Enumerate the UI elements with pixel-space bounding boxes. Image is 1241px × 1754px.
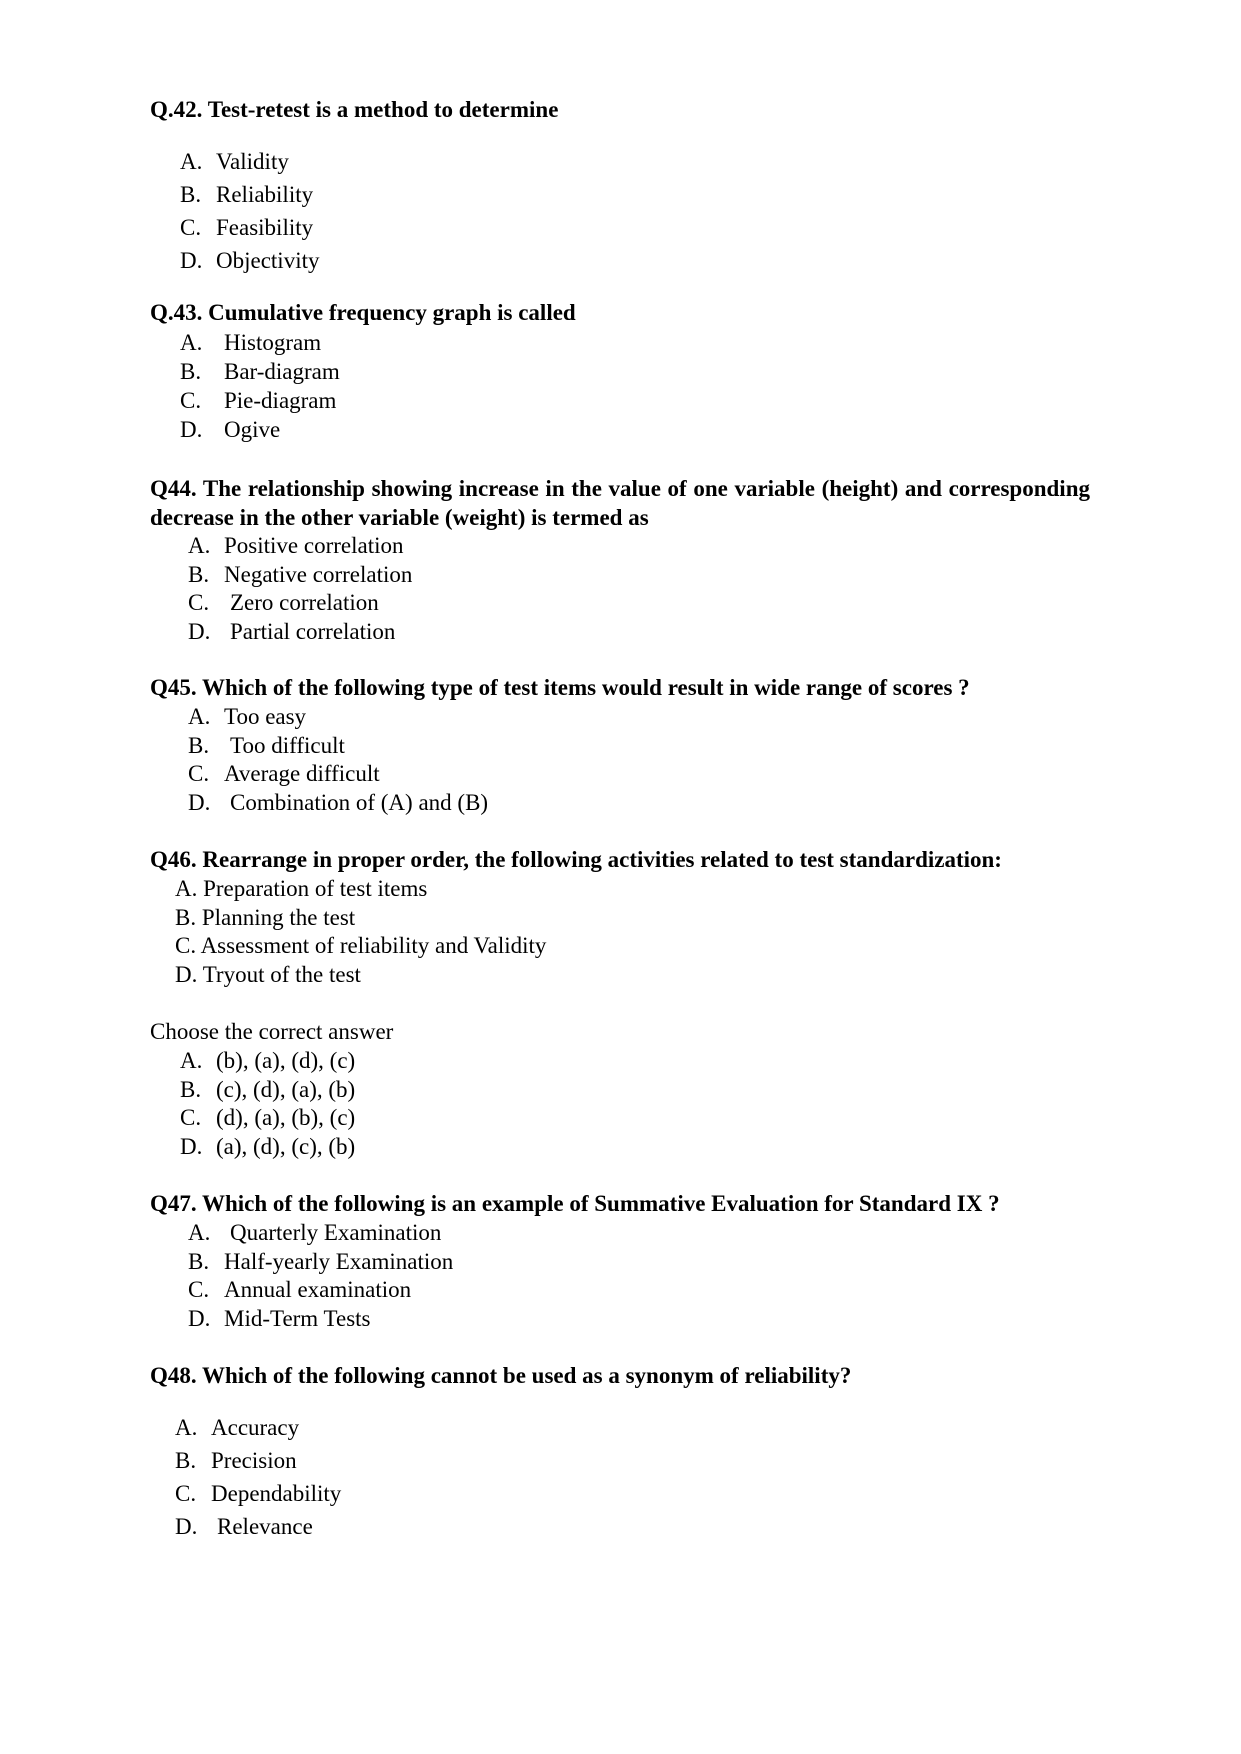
option-text: Reliability: [216, 182, 314, 207]
option-text: Ogive: [224, 417, 281, 442]
option-text: Objectivity: [216, 248, 320, 273]
option-letter: C.: [188, 761, 210, 787]
question-48: Q48. Which of the following cannot be used as a synonym of reliability?: [150, 1363, 852, 1388]
option-letter: B.: [188, 561, 210, 587]
option-letter: A.: [188, 533, 211, 558]
option-letter: A.: [188, 704, 211, 729]
option-text: Too easy: [224, 704, 307, 729]
option-text: Annual examination: [224, 1277, 412, 1303]
option-letter: D.: [180, 1134, 203, 1160]
choose-answer-prompt: Choose the correct answer: [150, 1019, 394, 1044]
option-letter: B.: [175, 1448, 197, 1473]
option-letter: B.: [188, 1248, 210, 1274]
option-text: (d), (a), (b), (c): [216, 1105, 356, 1131]
option-letter: D.: [180, 248, 203, 273]
option-letter: B.: [180, 182, 202, 207]
option-text: Negative correlation: [224, 561, 413, 587]
option-letter: A.: [180, 1048, 203, 1073]
option-text: Half-yearly Examination: [224, 1248, 454, 1274]
activity-item: C. Assessment of reliability and Validity: [175, 933, 547, 959]
question-46: Q46. Rearrange in proper order, the following activities related to test standardization:: [150, 847, 1002, 872]
option-text: Accuracy: [211, 1415, 300, 1440]
option-text: Validity: [216, 149, 289, 174]
question-42: Q.42. Test-retest is a method to determine: [150, 97, 559, 122]
option-letter: A.: [175, 1415, 198, 1440]
option-letter: A.: [180, 330, 203, 355]
activity-item: D. Tryout of the test: [175, 962, 361, 988]
option-letter: A.: [188, 1220, 211, 1245]
option-text: (a), (d), (c), (b): [216, 1134, 356, 1160]
option-letter: C.: [180, 1105, 202, 1131]
option-text: Partial correlation: [230, 619, 396, 645]
option-text: Dependability: [211, 1481, 342, 1506]
question-43: Q.43. Cumulative frequency graph is called: [150, 300, 576, 325]
question-45: Q45. Which of the following type of test items would result in wide range of scores ?: [150, 675, 970, 700]
option-text: Zero correlation: [230, 590, 379, 616]
activity-item: B. Planning the test: [175, 904, 356, 930]
option-text: Mid-Term Tests: [224, 1306, 371, 1332]
question-47: Q47. Which of the following is an example of Summative Evaluation for Standard IX ?: [150, 1191, 1000, 1216]
activity-item: A. Preparation of test items: [175, 876, 428, 901]
option-text: Positive correlation: [224, 533, 404, 558]
option-letter: D.: [188, 619, 211, 645]
option-letter: B.: [180, 359, 202, 384]
option-letter: B.: [188, 732, 210, 758]
option-text: Too difficult: [230, 732, 345, 758]
option-letter: D.: [188, 790, 211, 816]
option-letter: C.: [180, 388, 202, 413]
option-letter: D.: [175, 1514, 198, 1539]
option-text: Relevance: [217, 1514, 313, 1539]
option-letter: D.: [180, 417, 203, 442]
option-letter: C.: [180, 215, 202, 240]
option-text: Precision: [211, 1448, 297, 1473]
option-text: Pie-diagram: [224, 388, 337, 413]
option-letter: C.: [188, 590, 210, 616]
activity-list-46: [175, 874, 546, 989]
option-text: Bar-diagram: [224, 359, 340, 384]
option-text: Average difficult: [224, 761, 380, 787]
option-letter: D.: [188, 1306, 211, 1332]
option-letter: C.: [188, 1277, 210, 1303]
option-letter: C.: [175, 1481, 197, 1506]
option-text: Histogram: [224, 330, 322, 355]
option-text: (c), (d), (a), (b): [216, 1076, 356, 1102]
option-text: Feasibility: [216, 215, 314, 240]
option-text: Quarterly Examination: [230, 1220, 442, 1245]
option-text: (b), (a), (d), (c): [216, 1048, 356, 1073]
option-text: Combination of (A) and (B): [230, 790, 489, 816]
option-letter: B.: [180, 1076, 202, 1102]
option-letter: A.: [180, 149, 203, 174]
question-44: Q44. The relationship showing increase in the value of one variable (height) and corresponding decrease in the other variable (weight) is termed as: [150, 476, 1090, 530]
